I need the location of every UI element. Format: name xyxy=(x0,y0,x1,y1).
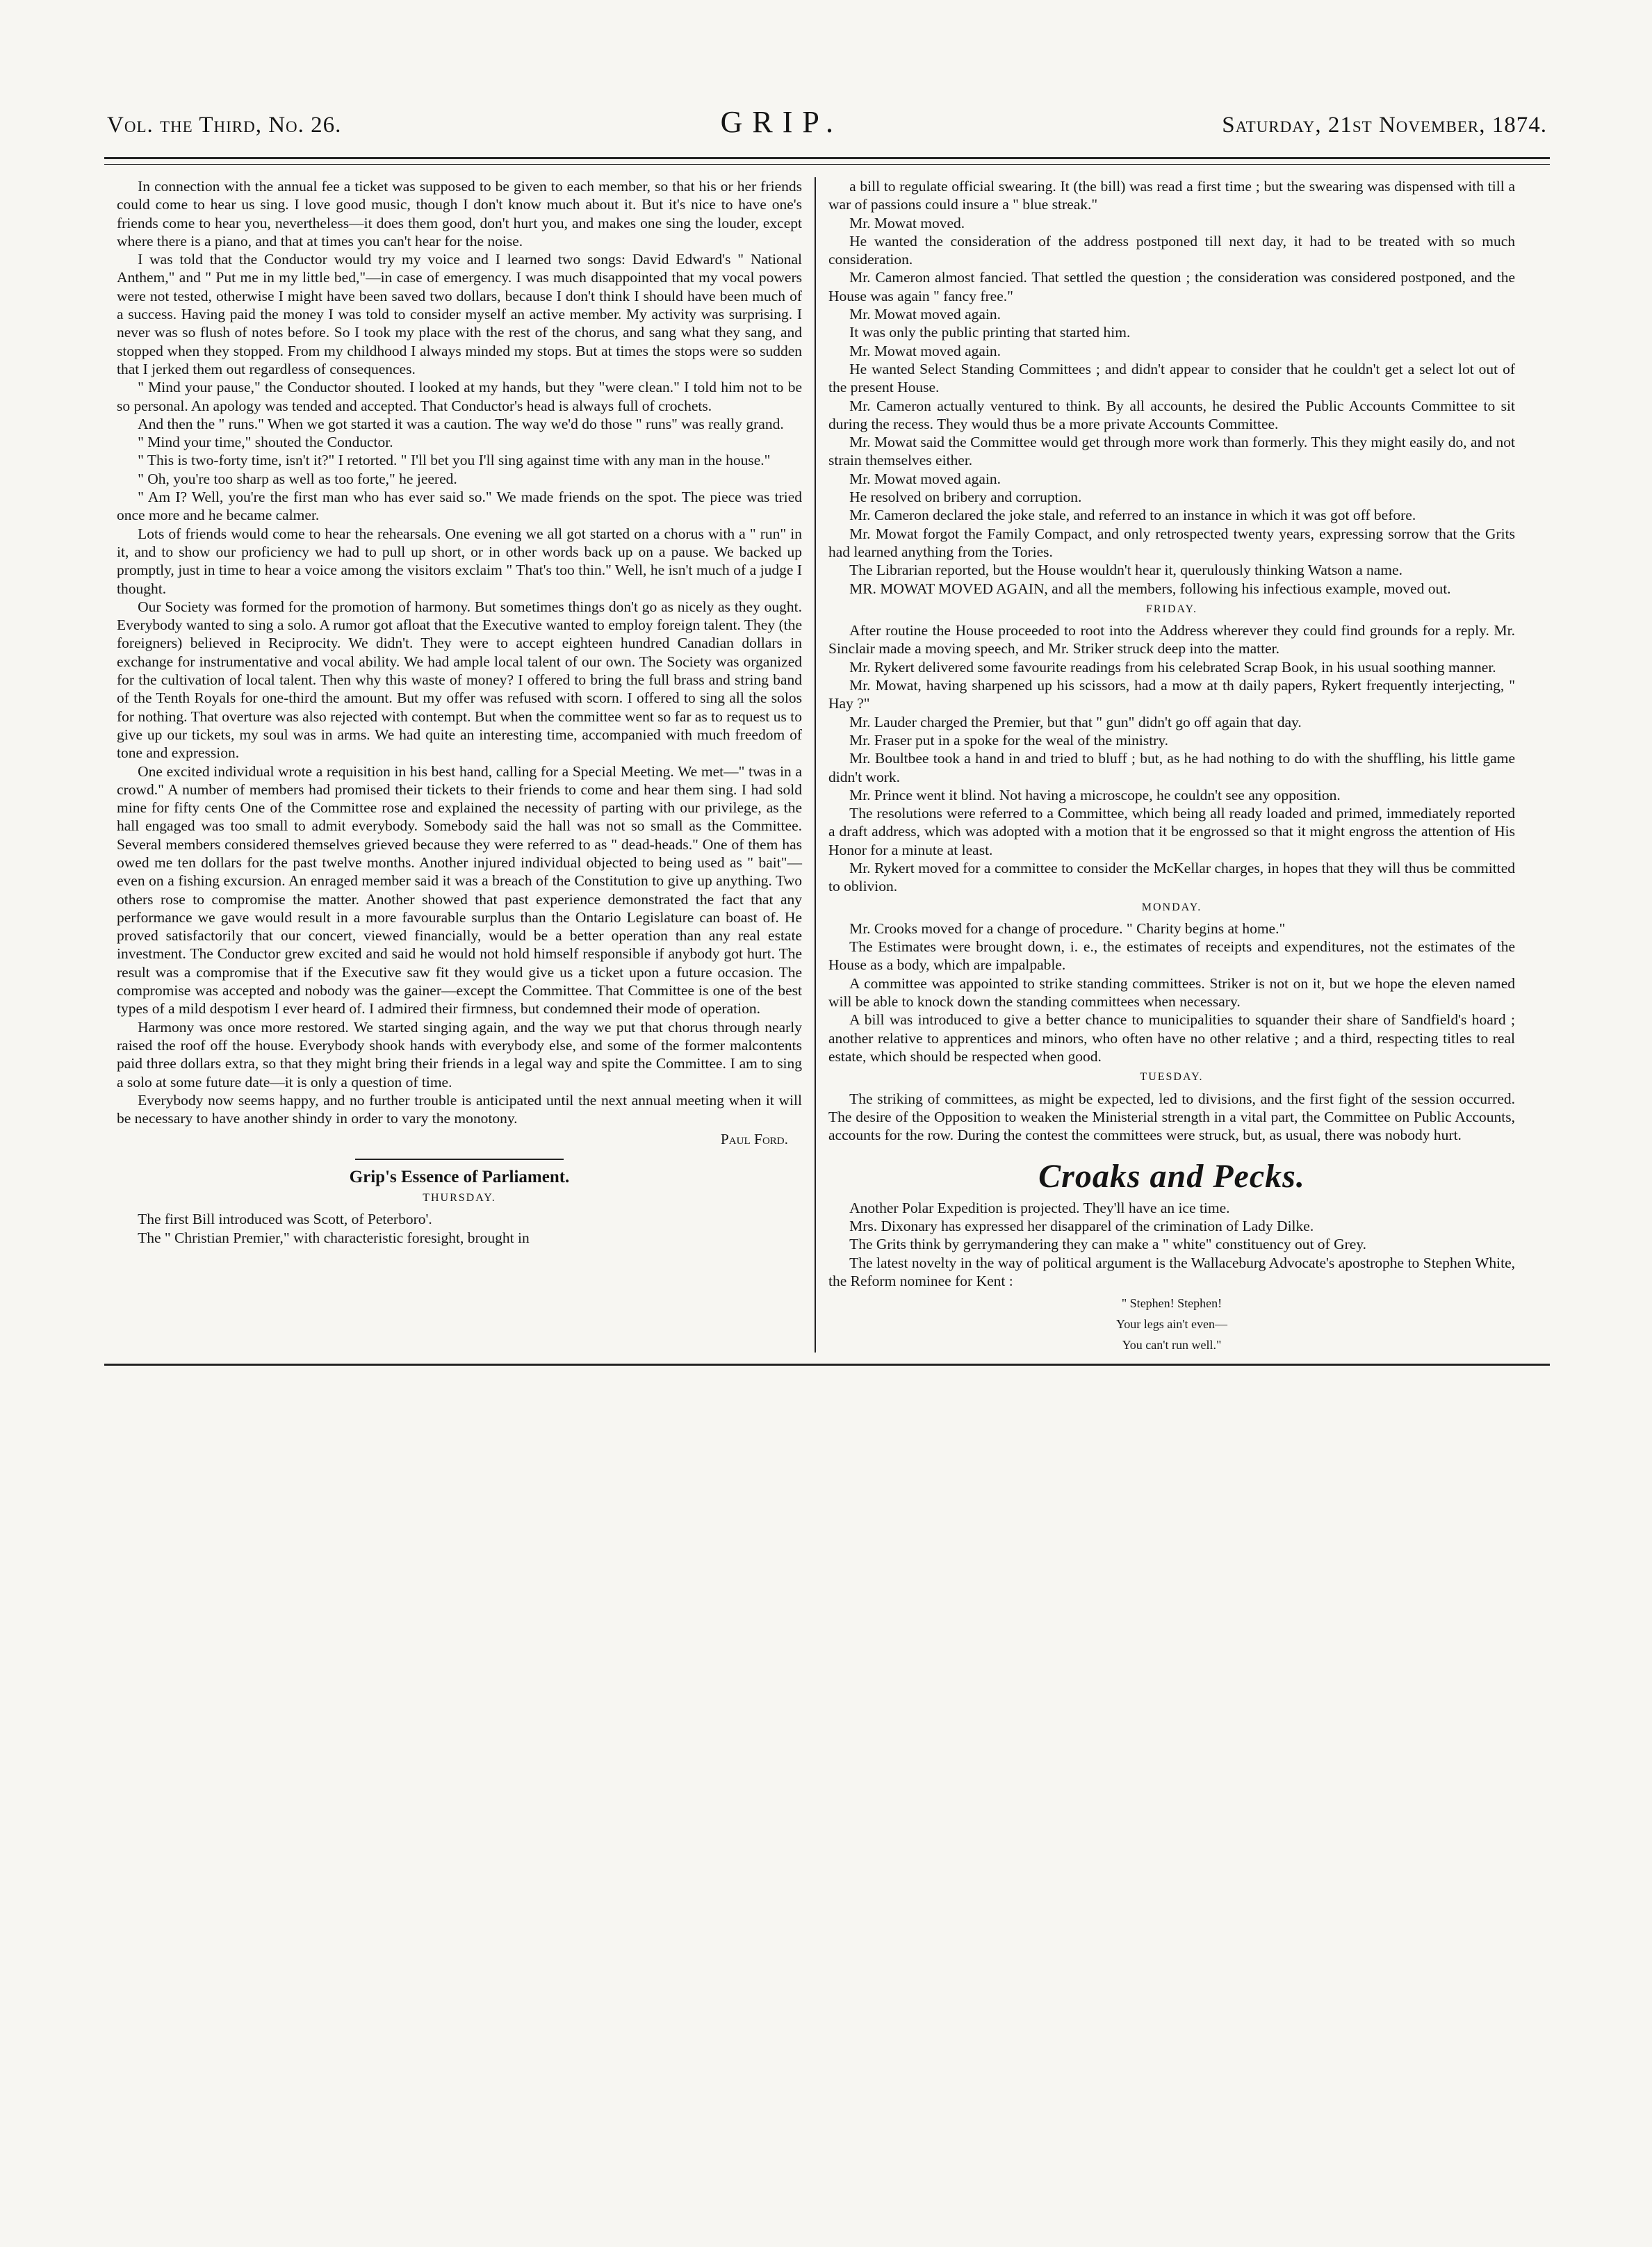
paragraph: The striking of committees, as might be expected, led to divisions, and the first fight of the session occurred. The desire of the Opposition to weaken the Ministerial strength in a vital part, the Committee on Public Accounts, accounts for the row. During the contest the committees were struck, but, as usual, there was nobody hurt. xyxy=(828,1090,1515,1144)
croak-item: Another Polar Expedition is projected. They'll have an ice time. xyxy=(849,1199,1230,1216)
article-paragraph: Lots of friends would come to hear the rehearsals. One evening we all got started on a chorus with a " run" in it, and to show our proficiency we had to pull up short, or in other words back up on a pause. We backed up promptly, just in time to hear a voice among the visitors exclaim " That's too thin." Well, he isn't much of a judge I thought. xyxy=(117,525,802,597)
article-paragraph: I was told that the Conductor would try my voice and I learned two songs: David Edward's " National Anthem," and " Put me in my little bed,"—in case of emergency. I was much disappointed that my vocal powers were not tested, otherwise I might have been saved two dollars, because I don't think I should have been much of a success. Having paid the money I was told to consider myself an active member. My activity was surprising. I never was so flush of notes before. So I took my place with the rest of the chorus, and sang what they sang, and stopped when they stopped. From my childhood I always minded my stops. But at times the stops were so sudden that I jerked them out regardless of consequences. xyxy=(117,251,802,377)
day-heading-tuesday: TUESDAY. xyxy=(1140,1071,1204,1084)
parliament-friday-items xyxy=(828,621,1515,895)
masthead-title: GRIP. xyxy=(720,105,844,139)
parliament-tuesday-items xyxy=(828,1090,1515,1145)
paragraph: Mr. Mowat forgot the Family Compact, and only retrospected twenty years, expressing sorrow that the Grits had learned anything from the Tories. xyxy=(828,525,1515,560)
article-signature: Paul Ford. xyxy=(720,1131,788,1148)
paragraph: Mr. Prince went it blind. Not having a microscope, he couldn't see any opposition. xyxy=(849,786,1341,803)
paragraph: Mr. Mowat said the Committee would get through more work than formerly. This they might easily do, and not strain themselves either. xyxy=(828,434,1515,469)
paragraph: The resolutions were referred to a Committee, which being all ready loaded and primed, immediately reported a draft address, which was adopted with a motion that it be engrossed so that it might engross the attention of His Honor for a minute at least. xyxy=(828,805,1515,858)
bottom-rule xyxy=(104,1364,1550,1366)
verse-line: Your legs ain't even— xyxy=(1116,1317,1227,1332)
article-paragraph: Harmony was once more restored. We started singing again, and the way we put that chorus through nearly raised the roof off the house. Everybody shook hands with everybody else, and some of the former malcontents paid three dollars extra, so that they might bring their friends in a legal way and spite the Committee. I am to sing a solo at some future date—it is only a question of time. xyxy=(117,1018,802,1090)
paragraph: Mr. Rykert delivered some favourite readings from his celebrated Scrap Book, in his usual soothing manner. xyxy=(849,658,1496,676)
article-paragraph: " Mind your pause," the Conductor shouted. I looked at my hands, but they "were clean." I told him not to be so personal. An apology was tended and accepted. That Conductor's head is always full of crochets. xyxy=(117,379,802,414)
paragraph: Mr. Mowat moved again. xyxy=(849,306,1001,323)
article-paragraph: Our Society was formed for the promotion of harmony. But sometimes things don't go as nicely as they ought. Everybody wanted to sing a solo. A rumor got afloat that the Executive wanted to employ foreign talent. They (the foreigners) believed in Reciprocity. We didn't. They were to accept eighteen hundred Canadian dollars in exchange for instrumentative and vocal ability. We had ample local talent of our own. The Society was organized for the cultivation of local talent. Then why this waste of money? I offered to bring the full brass and string band of the Tenth Royals for one-third the amount. But my offer was refused with scorn. I offered to sing all the solos for nothing. That overture was also rejected with contempt. But when the committee went so far as to request us to give up our tickets, my soul was in arms. We had quite an interesting time, accompanied with much freedom of tone and expression. xyxy=(117,598,802,762)
article-paragraph: " This is two-forty time, isn't it?" I retorted. " I'll bet you I'll sing against time with any man in the house." xyxy=(138,452,771,469)
article-paragraph: " Mind your time," shouted the Conductor. xyxy=(138,434,393,451)
paragraph: The Librarian reported, but the House wouldn't hear it, querulously thinking Watson a name. xyxy=(849,562,1402,579)
article-paragraph: And then the " runs." When we got started it was a caution. The way we'd do those " runs" was really grand. xyxy=(138,415,784,432)
left-column xyxy=(104,177,816,1353)
croak-item: Mrs. Dixonary has expressed her disapparel of the crimination of Lady Dilke. xyxy=(849,1218,1314,1235)
croaks-items xyxy=(828,1199,1515,1290)
verse-line: " Stephen! Stephen! xyxy=(1121,1296,1222,1311)
header-rule xyxy=(104,164,1550,165)
verse xyxy=(828,1296,1515,1353)
paragraph: He resolved on bribery and corruption. xyxy=(849,489,1082,506)
section-divider xyxy=(355,1159,564,1160)
section-title: Grip's Essence of Parliament. xyxy=(349,1167,570,1186)
section-intro xyxy=(117,1210,802,1247)
paragraph: a bill to regulate official swearing. It (the bill) was read a first time ; but the swearing was dispensed with till a war of passions could insure a " blue streak." xyxy=(828,178,1515,213)
page-header xyxy=(104,104,1550,159)
paragraph: Mr. Rykert moved for a committee to consider the McKellar charges, in hopes that they will thus be committed to oblivion. xyxy=(828,859,1515,895)
day-heading-monday: MONDAY. xyxy=(1141,901,1202,913)
paragraph: Mr. Mowat moved again. xyxy=(849,342,1001,359)
paragraph: Mr. Cameron declared the joke stale, and referred to an instance in which it was got off before. xyxy=(849,507,1416,524)
paragraph: He wanted the consideration of the address postponed till next day, it had to be treated with so much consideration. xyxy=(828,232,1515,268)
paragraph: It was only the public printing that started him. xyxy=(849,324,1131,341)
paragraph: He wanted Select Standing Committees ; and didn't appear to consider that he couldn't get a select lot out of the present House. xyxy=(828,360,1515,396)
paragraph: The Estimates were brought down, i. e., the estimates of receipts and expenditures, not the estimates of the House as a body, which are impalpable. xyxy=(828,938,1515,974)
paragraph: The " Christian Premier," with characteristic foresight, brought in xyxy=(138,1229,530,1246)
columns xyxy=(104,177,1550,1353)
croak-item: The Grits think by gerrymandering they can make a " white" constituency out of Grey. xyxy=(849,1236,1367,1253)
parliament-monday-items xyxy=(828,920,1515,1065)
paragraph: Mr. Mowat moved. xyxy=(849,214,965,231)
paragraph: A bill was introduced to give a better chance to municipalities to squander their share of Sandfield's hoard ; another relative to apprentices and minors, who often have no other relative ; and a third, respecting titles to real estate, which should be respected when good. xyxy=(828,1011,1515,1065)
paragraph: MR. MOWAT MOVED AGAIN, and all the members, following his infectious example, moved out. xyxy=(849,580,1451,597)
day-heading-thursday: THURSDAY. xyxy=(423,1192,496,1204)
article-paragraph: One excited individual wrote a requisition in his best hand, calling for a Special Meeting. We met—" twas in a crowd." A number of members had promised their tickets to their friends to come and hear them sing. I had sold mine for fifty cents One of the Committee rose and explained the necessity of parting with our privilege, as the hall engaged was too small to admit everybody. Somebody said the hall was not so small as the Committee. Several members considered themselves grieved because they were referred to as " dead-heads." One of them has owed me ten dollars for the past twelve months. Another injured individual objected to being used as " bait"—even on a fishing excursion. An enraged member said it was a breach of the Constitution to give up anything. Two others rose to compromise the matter. Another showed that past experience demonstrated the fact that any performance we gave would result in a more favourable surplus than the Ontario Legislature can boast of. He proved satisfactorily that our concert, viewed financially, would be a better operation than any real estate investment. The Conductor grew excited and said he would not hold himself responsible if anybody got hurt. The result was a compromise that if the Executive saw fit they would give us a ticket upon a future occasion. The compromise was accepted and nobody was the gainer—except the Committee. That Committee is one of the best types of a mild despotism I ever heard of. I admired their firmness, but condemned their mode of operation. xyxy=(117,762,802,1018)
left-column-article xyxy=(117,177,802,1127)
croaks-title: Croaks and Pecks. xyxy=(1038,1158,1305,1195)
article-paragraph: " Am I? Well, you're the first man who has ever said so." We made friends on the spot. The piece was tried once more and he became calmer. xyxy=(117,489,802,524)
article-paragraph: " Oh, you're too sharp as well as too forte," he jeered. xyxy=(138,470,457,487)
newspaper-page xyxy=(104,104,1550,2057)
volume-number: Vol. the Third, No. 26. xyxy=(107,113,342,138)
right-column xyxy=(816,177,1528,1353)
article-paragraph: In connection with the annual fee a ticket was supposed to be given to each member, so that his or her friends could come to hear us sing. I love good music, though I don't know much about it. But it's nice to have one's friends come to hear you, nevertheless—it does them good, don't hurt you, and makes one sing the louder, except where there is a piano, and that at times you can't hear for the noise. xyxy=(117,178,802,250)
paragraph: Mr. Cameron actually ventured to think. By all accounts, he desired the Public Accounts Committee to sit during the recess. They would thus be a more private Accounts Committee. xyxy=(828,397,1515,432)
paragraph: Mr. Cameron almost fancied. That settled the question ; the consideration was considered postponed, and the House was again " fancy free." xyxy=(828,269,1515,304)
paragraph: After routine the House proceeded to root into the Address wherever they could find grounds for a reply. Mr. Sinclair made a moving speech, and Mr. Striker struck deep into the matter. xyxy=(828,622,1515,657)
paragraph: The first Bill introduced was Scott, of Peterboro'. xyxy=(138,1211,432,1228)
paragraph: Mr. Crooks moved for a change of procedure. " Charity begins at home." xyxy=(849,920,1286,937)
paragraph: Mr. Mowat moved again. xyxy=(849,470,1001,487)
croak-item: The latest novelty in the way of political argument is the Wallaceburg Advocate's apostrophe to Stephen White, the Reform nominee for Kent : xyxy=(828,1254,1515,1289)
paragraph: Mr. Fraser put in a spoke for the weal of the ministry. xyxy=(849,731,1169,749)
paragraph: Mr. Lauder charged the Premier, but that " gun" didn't go off again that day. xyxy=(849,713,1302,730)
verse-line: You can't run well." xyxy=(1122,1338,1222,1353)
paragraph: Mr. Boultbee took a hand in and tried to bluff ; but, as he had nothing to do with the shuffling, his little game didn't work. xyxy=(828,750,1515,785)
paragraph: A committee was appointed to strike standing committees. Striker is not on it, but we hope the eleven named will be able to knock down the standing committees when necessary. xyxy=(828,974,1515,1011)
parliament-thursday-items xyxy=(828,177,1515,598)
paragraph: Mr. Mowat, having sharpened up his scissors, had a mow at th daily papers, Rykert frequently interjecting, " Hay ?" xyxy=(828,677,1515,712)
article-paragraph: Everybody now seems happy, and no further trouble is anticipated until the next annual meeting when it will be necessary to have another shindy in order to vary the monotony. xyxy=(117,1091,802,1127)
day-heading-friday: FRIDAY. xyxy=(1145,603,1198,615)
issue-date: Saturday, 21st November, 1874. xyxy=(1222,113,1547,138)
